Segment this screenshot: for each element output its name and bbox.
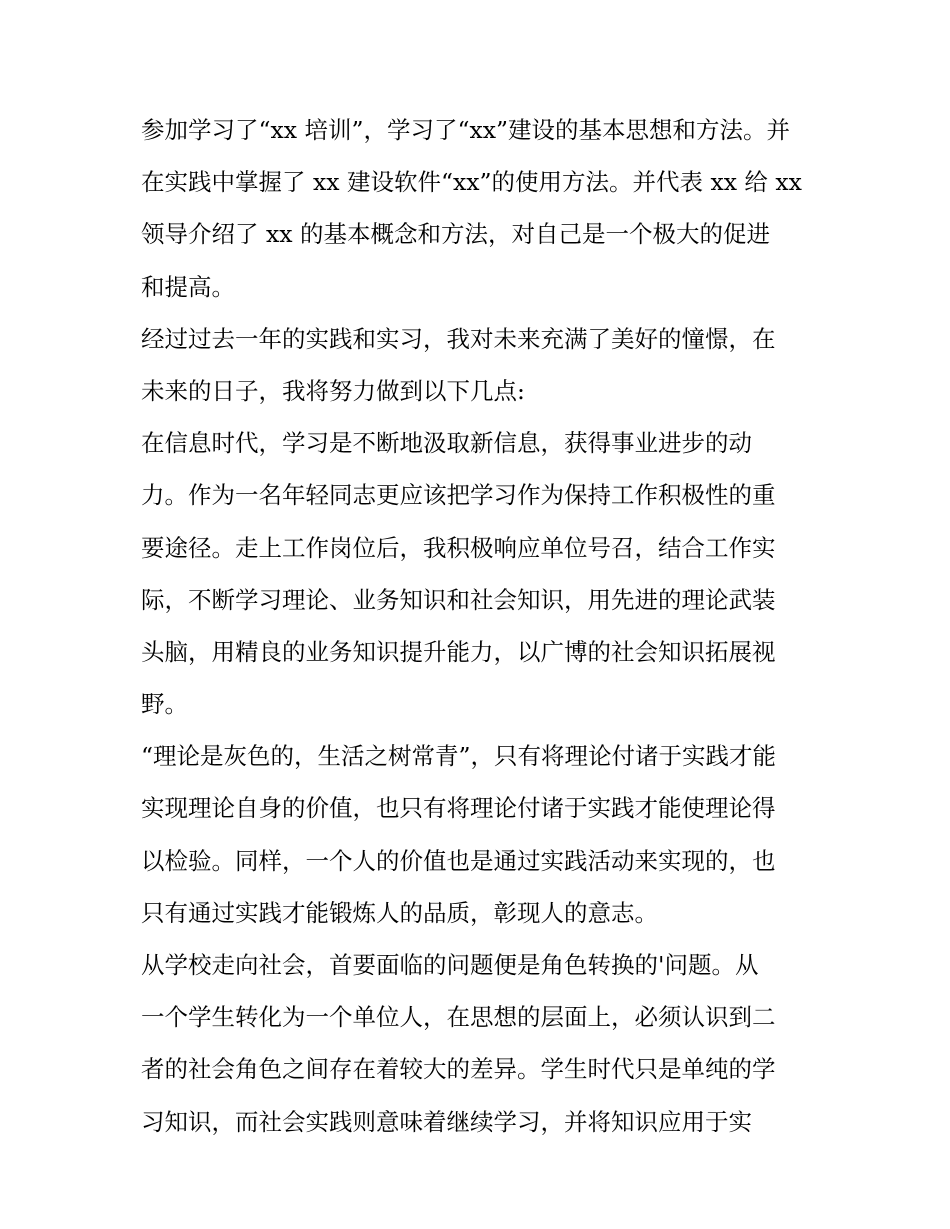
text-line: 未来的日子，我将努力做到以下几点: — [141, 376, 525, 405]
text-line: 力。作为一名年轻同志更应该把学习作为保持工作积极性的重 — [141, 481, 776, 510]
document-body — [141, 104, 821, 1148]
text-line: “理论是灰色的，生活之树常青”，只有将理论付诸于实践才能 — [141, 742, 777, 771]
text-line: 者的社会角色之间存在着较大的差异。学生时代只是单纯的学 — [141, 1055, 776, 1084]
text-line: 领导介绍了 xx 的基本概念和方法，对自己是一个极大的促进 — [141, 220, 770, 249]
text-line: 习知识，而社会实践则意味着继续学习，并将知识应用于实 — [141, 1107, 752, 1136]
text-line: 和提高。 — [141, 272, 235, 301]
text-line: 际，不断学习理论、业务知识和社会知识，用先进的理论武装 — [141, 585, 776, 614]
text-line: 经过过去一年的实践和实习，我对未来充满了美好的憧憬，在 — [141, 324, 776, 353]
text-line: 在实践中掌握了 xx 建设软件“xx”的使用方法。并代表 xx 给 xx — [141, 168, 802, 197]
text-line: 以检验。同样，一个人的价值也是通过实践活动来实现的，也 — [141, 846, 776, 875]
text-line: 参加学习了“xx 培训”，学习了“xx”建设的基本思想和方法。并 — [141, 116, 791, 144]
text-line: 一个学生转化为一个单位人，在思想的层面上，必须认识到二 — [141, 1003, 776, 1032]
text-line: 头脑，用精良的业务知识提升能力，以广博的社会知识拓展视 — [141, 637, 776, 666]
text-line: 从学校走向社会，首要面临的问题便是角色转换的'问题。从 — [141, 951, 759, 979]
text-line: 只有通过实践才能锻炼人的品质，彰现人的意志。 — [141, 898, 658, 927]
text-line: 在信息时代，学习是不断地汲取新信息，获得事业进步的动 — [141, 429, 752, 458]
text-line: 野。 — [141, 690, 188, 719]
text-line: 要途径。走上工作岗位后，我积极响应单位号召，结合工作实 — [141, 533, 776, 562]
text-line: 实现理论自身的价值，也只有将理论付诸于实践才能使理论得 — [141, 794, 776, 823]
